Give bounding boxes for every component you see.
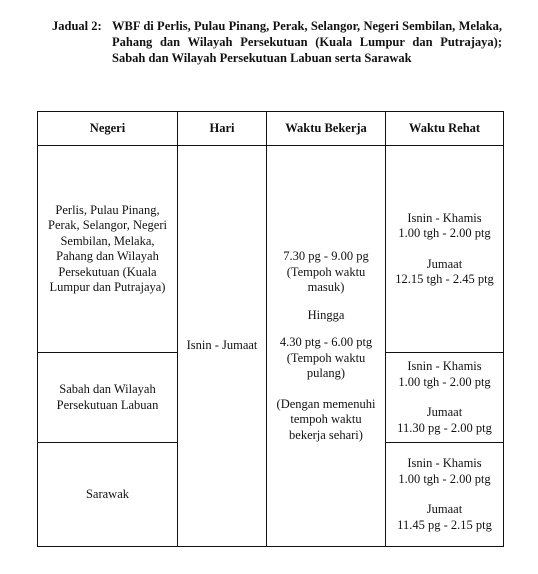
waktu-masuk-range: 7.30 pg - 9.00 pg (283, 249, 369, 263)
waktu-bekerja-remark: (Dengan memenuhi tempoh waktu bekerja sehari) (276, 396, 376, 442)
waktu-pulang-range: 4.30 ptg - 6.00 ptg (279, 335, 373, 349)
table-caption (52, 18, 502, 66)
rehat-time-friday: 11.45 pg - 2.15 ptg (397, 517, 492, 532)
waktu-rehat-cell (386, 146, 504, 353)
rehat-time-weekday: 1.00 tgh - 2.00 ptg (398, 471, 491, 486)
rehat-days-friday: Jumaat (426, 256, 463, 271)
rehat-time-weekday: 1.00 tgh - 2.00 ptg (398, 374, 491, 389)
hingga-label: Hingga (307, 307, 345, 322)
negeri-cell: Sarawak (38, 443, 178, 547)
waktu-bekerja-cell (267, 146, 386, 547)
table-row (38, 146, 504, 353)
negeri-cell: Perlis, Pulau Pinang, Perak, Selangor, Negeri Sembilan, Melaka, Pahang dan Wilayah Persekutuan (Kuala Lumpur dan Putrajaya) (38, 146, 178, 353)
rehat-days-friday: Jumaat (426, 405, 463, 419)
header-waktu-rehat: Waktu Rehat (386, 112, 504, 146)
rehat-days-friday: Jumaat (426, 502, 463, 516)
header-waktu-bekerja: Waktu Bekerja (267, 112, 386, 146)
rehat-time-friday: 11.30 pg - 2.00 ptg (397, 420, 492, 435)
rehat-time-weekday: 1.00 tgh - 2.00 ptg (398, 226, 491, 240)
rehat-days-weekday: Isnin - Khamis (407, 210, 482, 225)
rehat-days-weekday: Isnin - Khamis (407, 359, 482, 373)
waktu-pulang-note: (Tempoh waktu pulang) (286, 350, 366, 380)
waktu-rehat-cell (386, 353, 504, 443)
rehat-days-weekday: Isnin - Khamis (407, 456, 482, 470)
working-hours-table (37, 111, 504, 547)
waktu-rehat-cell (386, 443, 504, 547)
header-negeri: Negeri (38, 112, 178, 146)
table-header-row (38, 112, 504, 146)
caption-label: Jadual 2: (52, 19, 102, 33)
waktu-masuk-note: (Tempoh waktu masuk) (286, 264, 366, 294)
rehat-time-friday: 12.15 tgh - 2.45 ptg (395, 272, 494, 286)
header-hari: Hari (178, 112, 267, 146)
hari-cell: Isnin - Jumaat (178, 146, 267, 547)
caption-text: WBF di Perlis, Pulau Pinang, Perak, Selangor, Negeri Sembilan, Melaka, Pahang dan Wilayah Persekutuan (Kuala Lumpur dan Putrajaya); Sabah dan Wilayah Persekutuan Labuan serta Sarawak (112, 19, 502, 65)
negeri-cell: Sabah dan Wilayah Persekutuan Labuan (38, 353, 178, 443)
